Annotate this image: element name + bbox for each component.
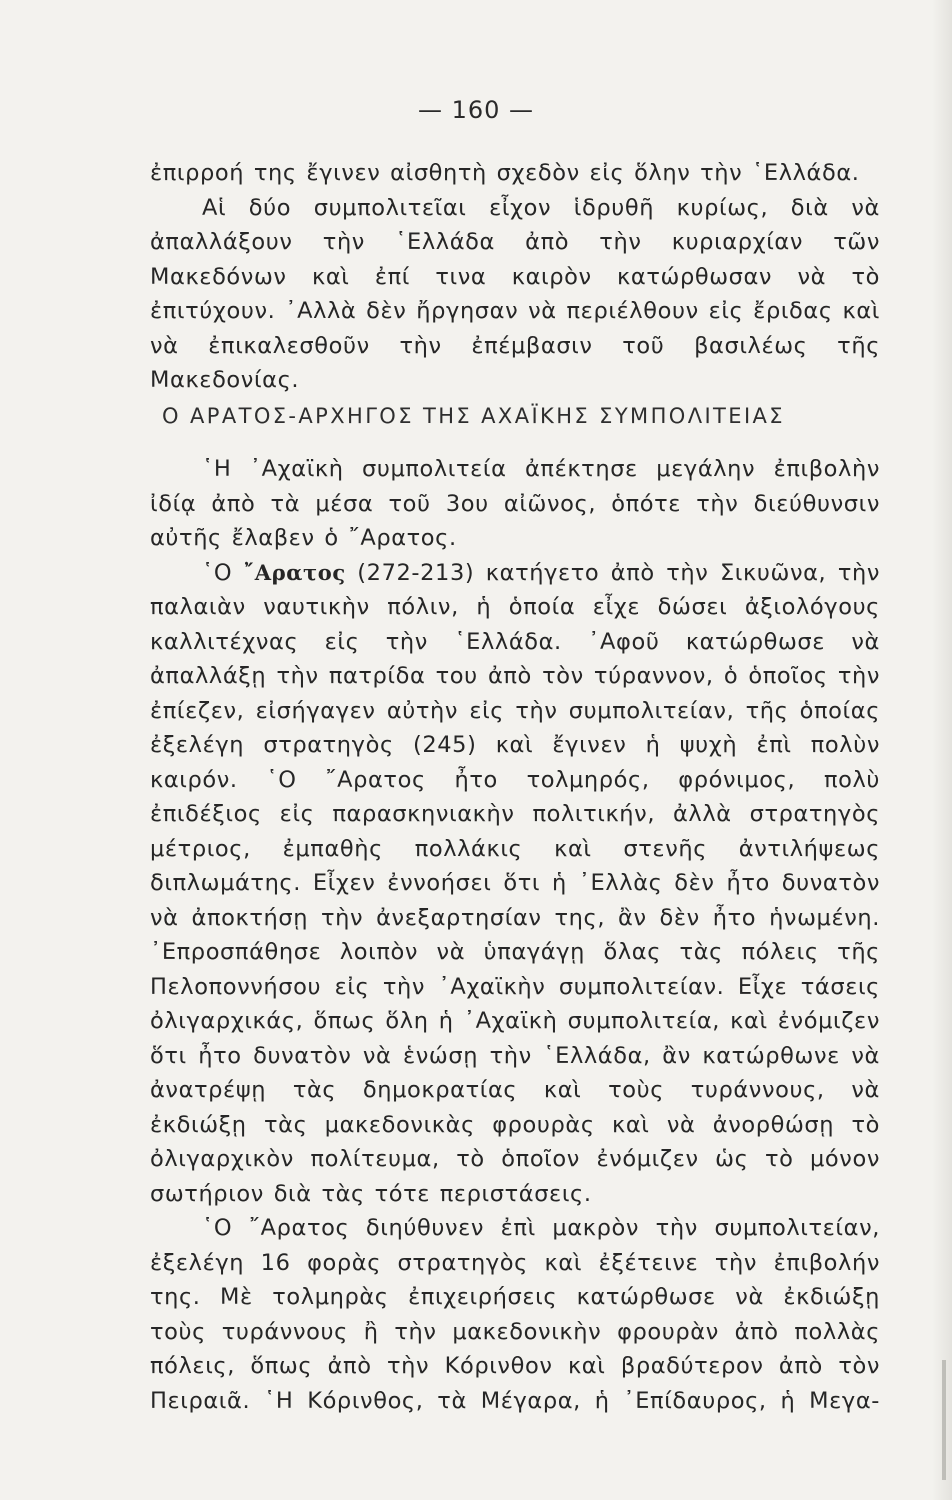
paragraph-4-prefix: ῾Ο	[202, 559, 244, 586]
intro-text	[150, 156, 880, 398]
binding-mark	[942, 1360, 946, 1480]
paragraph-4-body: (272-213) κατήγετο ἀπὸ τὴν Σικυῶνα, τὴν παλαιὰν ναυτικὴν πόλιν, ἡ ὁποία εἶχε δώσει ἀξιολόγους καλλιτέχνας εἰς τὴν ῾Ελλάδα. ᾿Αφοῦ κατώρθωσε νὰ ἀπαλλάξῃ τὴν πατρίδα του ἀπὸ τὸν τύραννον, ὁ ὁποῖος τὴν ἐπίεζεν, εἰσήγαγεν αὐτὴν εἰς τὴν συμπολιτείαν, τῆς ὁποίας ἐξελέγη στρατηγὸς (245) καὶ ἔγινεν ἡ ψυχὴ ἐπὶ πολὺν καιρόν. ῾Ο ῎Αρατος ἦτο τολμηρός, φρόνιμος, πολὺ ἐπιδέξιος εἰς παρασκηνιακὴν πολιτικήν, ἀλλὰ στρατηγὸς μέτριος, ἐμπαθὴς πολλάκις καὶ στενῆς ἀντιλήψεως διπλωμάτης. Εἶχεν ἐννοήσει ὅτι ἡ ᾿Ελλὰς δὲν ἦτο δυνατὸν νὰ ἀποκτήσῃ τὴν ἀνεξαρτησίαν της, ἂν δὲν ἦτο ἡνωμένη. ᾿Επροσπάθησε λοιπὸν νὰ ὑπαγάγῃ ὅλας τὰς πόλεις τῆς Πελοποννήσου εἰς τὴν ᾿Αχαϊκὴν συμπολιτείαν. Εἶχε τάσεις ὀλιγαρχικάς, ὅπως ὅλη ἡ ᾿Αχαϊκὴ συμπολιτεία, καὶ ἐνόμιζεν ὅτι ἦτο δυνατὸν νὰ ἑνώσῃ τὴν ῾Ελλάδα, ἂν κατώρθωνε νὰ ἀνατρέψῃ τὰς δημοκρατίας καὶ τοὺς τυράννους, νὰ ἐκδιώξῃ τὰς μακεδονικὰς φρουρὰς καὶ νὰ ἀνορθώσῃ τὸ ὀλιγαρχικὸν πολίτευμα, τὸ ὁποῖον ἐνόμιζεν ὡς τὸ μόνον σωτήριον διὰ τὰς τότε περιστάσεις.	[150, 559, 880, 1207]
paragraph-5: ῾Ο ῎Αρατος διηύθυνεν ἐπὶ μακρὸν τὴν συμπολιτείαν, ἐξελέγη 16 φορὰς στρατηγὸς καὶ ἐξέτεινε τὴν ἐπιβολήν της. Μὲ τολμηρὰς ἐπιχειρήσεις κατώρθωσε νὰ ἐκδιώξῃ τοὺς τυράννους ἢ τὴν μακεδονικὴν φρουρὰν ἀπὸ πολλὰς πόλεις, ὅπως ἀπὸ τὴν Κόρινθον καὶ βραδύτερον ἀπὸ τὸν Πειραιᾶ. ῾Η Κόρινθος, τὰ Μέγαρα, ἡ ᾿Επίδαυρος, ἡ Μεγα-	[150, 1215, 880, 1414]
paragraph-4	[150, 556, 880, 1212]
paragraph-3: ῾Η ᾿Αχαϊκὴ συμπολιτεία ἀπέκτησε μεγάλην ἐπιβολὴν ἰδίᾳ ἀπὸ τὰ μέσα τοῦ 3ου αἰῶνος, ὁπότε τὴν διεύθυνσιν αὐτῆς ἔλαβεν ὁ ῎Αρατος.	[150, 456, 880, 551]
section-heading: Ο ΑΡΑΤΟΣ-ΑΡΧΗΓΟΣ ΤΗΣ ΑΧΑΪΚΗΣ ΣΥΜΠΟΛΙΤΕΙΑΣ	[162, 404, 785, 428]
aratos-name-bold: ῎Αρατος	[243, 559, 346, 585]
paragraph-1: ἐπιρροή της ἔγινεν αἰσθητὴ σχεδὸν εἰς ὅλην τὴν ῾Ελλάδα.	[150, 160, 860, 186]
paragraph-2: Αἱ δύο συμπολιτεῖαι εἶχον ἱδρυθῆ κυρίως, διὰ νὰ ἀπαλλάξουν τὴν ῾Ελλάδα ἀπὸ τὴν κυριαρχίαν τῶν Μακεδόνων καὶ ἐπί τινα καιρὸν κατώρθωσαν νὰ τὸ ἐπιτύχουν. ᾿Αλλὰ δὲν ἤργησαν νὰ περιέλθουν εἰς ἔριδας καὶ νὰ ἐπικαλεσθοῦν τὴν ἐπέμβασιν τοῦ βασιλέως τῆς Μακεδονίας.	[150, 194, 880, 393]
page-number: — 160 —	[417, 96, 535, 124]
aratos-text	[150, 452, 880, 1418]
page-edge-shadow	[932, 0, 952, 1500]
